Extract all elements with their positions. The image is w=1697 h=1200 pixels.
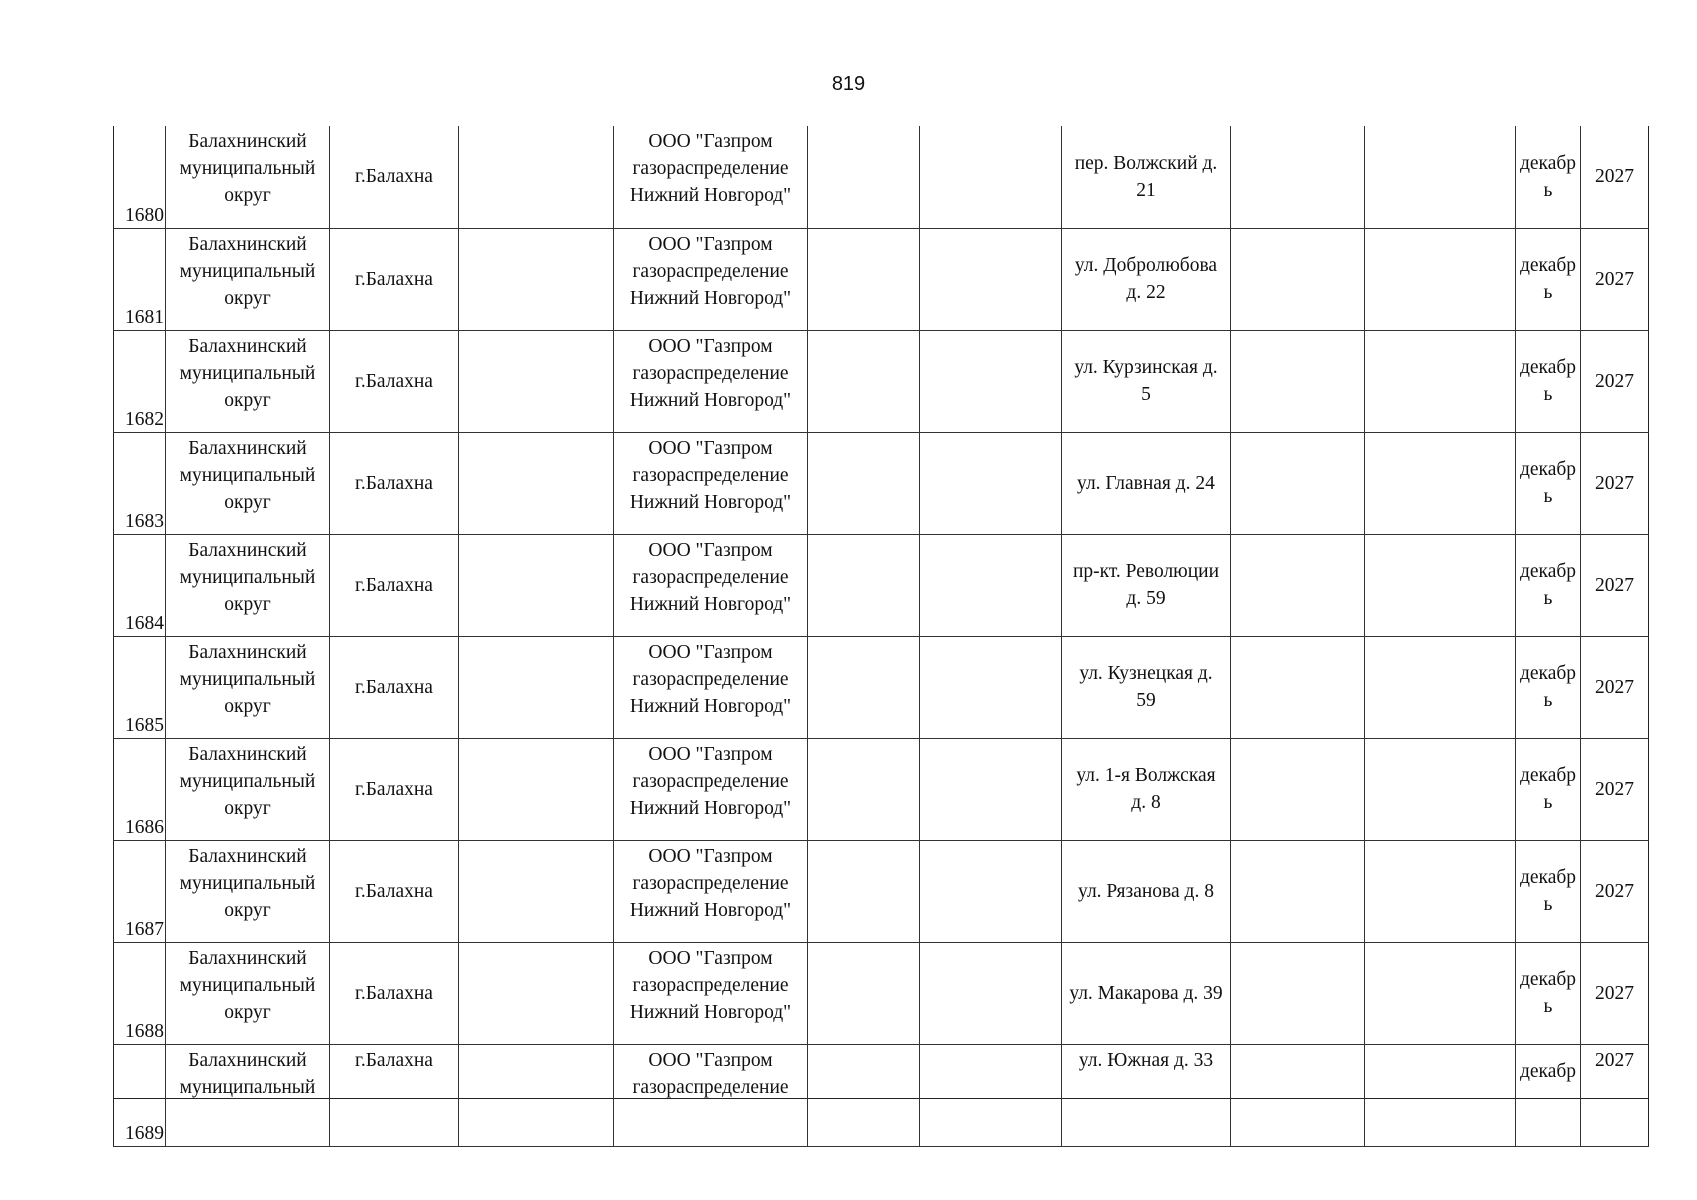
district-text: Балахнинский муниципальный округ — [179, 437, 316, 513]
city-text: г.Балахна — [355, 166, 433, 188]
month-cell — [1516, 126, 1581, 228]
address-text: ул. Главная д. 24 — [1077, 472, 1215, 494]
table-row — [114, 636, 1649, 738]
district-text: Балахнинский муниципальный округ — [179, 845, 316, 921]
year-text: 2027 — [1595, 982, 1634, 1004]
district-text: Балахнинский муниципальный округ — [179, 641, 316, 717]
year-cell — [1581, 1044, 1649, 1146]
city-text: г.Балахна — [355, 676, 433, 698]
address-cell — [1062, 228, 1231, 330]
address-cell — [1062, 432, 1231, 534]
month-cell — [1516, 942, 1581, 1044]
month-cell — [1516, 840, 1581, 942]
address-cell — [1062, 126, 1231, 228]
month-cell — [1516, 636, 1581, 738]
empty-cell — [1231, 840, 1365, 942]
city-cell — [330, 738, 459, 840]
empty-cell — [1231, 126, 1365, 228]
empty-cell — [920, 636, 1062, 738]
empty-cell — [459, 636, 614, 738]
row-number-text: 1681 — [125, 306, 164, 328]
empty-cell — [1365, 738, 1516, 840]
table-row — [114, 330, 1649, 432]
table-row — [114, 1044, 1649, 1146]
address-cell — [1062, 738, 1231, 840]
empty-cell — [459, 228, 614, 330]
empty-cell — [1231, 636, 1365, 738]
empty-cell — [459, 126, 614, 228]
month-cell — [1516, 330, 1581, 432]
year-cell — [1581, 840, 1649, 942]
city-cell — [330, 534, 459, 636]
row-number-cell — [114, 840, 166, 942]
address-text: ул. Южная д. 33 — [1078, 1049, 1214, 1071]
address-table-wrapper — [113, 126, 1648, 1144]
table-row — [114, 228, 1649, 330]
row-number-text: 1680 — [125, 204, 164, 226]
empty-cell — [1365, 126, 1516, 228]
row-number-cell — [114, 432, 166, 534]
city-cell — [330, 228, 459, 330]
table-row — [114, 942, 1649, 1044]
row-number-text: 1683 — [125, 510, 164, 532]
empty-cell — [920, 1044, 1062, 1146]
empty-cell — [459, 738, 614, 840]
address-text: ул. Рязанова д. 8 — [1078, 880, 1214, 902]
empty-cell — [920, 126, 1062, 228]
year-text: 2027 — [1595, 166, 1634, 188]
organization-text: ООО "Газпром газораспределение Нижний Новгород" — [629, 947, 792, 1023]
empty-cell — [808, 126, 920, 228]
district-cell — [166, 1044, 330, 1146]
organization-cell — [614, 330, 808, 432]
district-cell — [166, 330, 330, 432]
organization-text: ООО "Газпром газораспределение Нижний Новгород" — [629, 743, 792, 819]
organization-text: ООО "Газпром газораспределение Нижний Новгород" — [629, 437, 792, 513]
month-text: декабрь — [1519, 255, 1577, 303]
empty-cell — [1365, 1044, 1516, 1146]
page-number: 819 — [831, 73, 866, 95]
table-row — [114, 432, 1649, 534]
city-text: г.Балахна — [355, 880, 433, 902]
city-cell — [330, 126, 459, 228]
month-cell — [1516, 1044, 1581, 1146]
district-text: Балахнинский муниципальный округ — [179, 947, 316, 1023]
month-text: декабрь — [1519, 867, 1577, 915]
year-text: 2027 — [1595, 472, 1634, 494]
address-cell — [1062, 534, 1231, 636]
empty-cell — [1231, 942, 1365, 1044]
table-row — [114, 534, 1649, 636]
district-text: Балахнинский муниципальный округ — [179, 335, 316, 411]
month-text: декабрь — [1519, 357, 1577, 405]
empty-cell — [808, 1044, 920, 1146]
district-text: Балахнинский муниципальный округ — [179, 539, 316, 615]
address-text: ул. Кузнецкая д. 59 — [1079, 663, 1213, 711]
address-text: пер. Волжский д. 21 — [1074, 152, 1218, 201]
empty-cell — [920, 534, 1062, 636]
organization-text: ООО "Газпром газораспределение Нижний Новгород" — [629, 335, 792, 411]
empty-cell — [920, 738, 1062, 840]
organization-cell — [614, 432, 808, 534]
row-number-cell — [114, 126, 166, 228]
empty-cell — [1231, 228, 1365, 330]
year-cell — [1581, 636, 1649, 738]
empty-cell — [808, 228, 920, 330]
empty-cell — [808, 942, 920, 1044]
empty-cell — [1231, 330, 1365, 432]
address-text: пр-кт. Революции д. 59 — [1072, 561, 1220, 609]
row-number-text: 1684 — [125, 612, 164, 634]
year-text: 2027 — [1595, 574, 1634, 596]
organization-cell — [614, 636, 808, 738]
month-text: декабрь — [1519, 765, 1577, 813]
organization-cell — [614, 942, 808, 1044]
city-cell — [330, 432, 459, 534]
year-cell — [1581, 738, 1649, 840]
row-number-text: 1688 — [125, 1020, 164, 1042]
organization-cell — [614, 126, 808, 228]
row-number-cell — [114, 330, 166, 432]
organization-cell — [614, 228, 808, 330]
empty-cell — [808, 738, 920, 840]
organization-text: ООО "Газпром газораспределение — [632, 1049, 789, 1098]
address-cell — [1062, 1044, 1231, 1146]
year-cell — [1581, 534, 1649, 636]
district-cell — [166, 636, 330, 738]
city-text: г.Балахна — [355, 268, 433, 290]
address-cell — [1062, 330, 1231, 432]
empty-cell — [1231, 534, 1365, 636]
month-cell — [1516, 432, 1581, 534]
empty-cell — [808, 636, 920, 738]
year-text: 2027 — [1595, 880, 1634, 902]
empty-cell — [920, 330, 1062, 432]
year-text: 2027 — [1595, 1049, 1634, 1071]
organization-cell — [614, 738, 808, 840]
address-cell — [1062, 840, 1231, 942]
year-text: 2027 — [1595, 778, 1634, 800]
table-row — [114, 738, 1649, 840]
empty-cell — [1365, 840, 1516, 942]
district-cell — [166, 738, 330, 840]
month-cell — [1516, 738, 1581, 840]
month-text: декабрь — [1519, 663, 1577, 711]
district-text: Балахнинский муниципальный округ — [179, 743, 316, 819]
organization-text: ООО "Газпром газораспределение Нижний Новгород" — [629, 131, 792, 206]
month-text: декабрь — [1519, 561, 1577, 609]
empty-cell — [808, 330, 920, 432]
year-text: 2027 — [1595, 370, 1634, 392]
row-number-text: 1682 — [125, 408, 164, 430]
year-text: 2027 — [1595, 676, 1634, 698]
district-cell — [166, 228, 330, 330]
year-cell — [1581, 228, 1649, 330]
table-body — [114, 126, 1649, 1146]
district-cell — [166, 534, 330, 636]
address-text: ул. Курзинская д. 5 — [1074, 357, 1218, 405]
organization-cell — [614, 534, 808, 636]
empty-cell — [1231, 1044, 1365, 1146]
year-cell — [1581, 942, 1649, 1044]
row-number-cell — [114, 1044, 166, 1146]
row-number-cell — [114, 534, 166, 636]
empty-cell — [459, 840, 614, 942]
address-table — [113, 126, 1649, 1147]
empty-cell — [459, 942, 614, 1044]
city-text: г.Балахна — [355, 370, 433, 392]
district-text: Балахнинский муниципальный — [179, 1049, 316, 1098]
district-cell — [166, 432, 330, 534]
district-cell — [166, 126, 330, 228]
row-number-cell — [114, 942, 166, 1044]
month-text: декабр — [1519, 1060, 1577, 1082]
row-number-text: 1687 — [125, 918, 164, 940]
year-cell — [1581, 126, 1649, 228]
city-cell — [330, 330, 459, 432]
empty-cell — [1231, 432, 1365, 534]
organization-cell — [614, 1044, 808, 1146]
city-text: г.Балахна — [355, 472, 433, 494]
empty-cell — [459, 432, 614, 534]
row-number-text: 1686 — [125, 816, 164, 838]
empty-cell — [808, 840, 920, 942]
organization-text: ООО "Газпром газораспределение Нижний Новгород" — [629, 539, 792, 615]
row-number-cell — [114, 636, 166, 738]
empty-cell — [459, 330, 614, 432]
city-text: г.Балахна — [355, 1049, 433, 1071]
organization-cell — [614, 840, 808, 942]
address-text: ул. Макарова д. 39 — [1069, 982, 1223, 1004]
district-text: Балахнинский муниципальный округ — [179, 233, 316, 309]
empty-cell — [1365, 942, 1516, 1044]
address-text: ул. 1-я Волжская д. 8 — [1076, 765, 1216, 813]
organization-text: ООО "Газпром газораспределение Нижний Новгород" — [629, 641, 792, 717]
year-cell — [1581, 432, 1649, 534]
organization-text: ООО "Газпром газораспределение Нижний Новгород" — [629, 233, 792, 309]
organization-text: ООО "Газпром газораспределение Нижний Новгород" — [629, 845, 792, 921]
empty-cell — [808, 432, 920, 534]
month-cell — [1516, 534, 1581, 636]
table-row — [114, 840, 1649, 942]
empty-cell — [1231, 738, 1365, 840]
city-cell — [330, 840, 459, 942]
empty-cell — [920, 942, 1062, 1044]
empty-cell — [920, 432, 1062, 534]
address-cell — [1062, 942, 1231, 1044]
city-text: г.Балахна — [355, 982, 433, 1004]
year-cell — [1581, 330, 1649, 432]
month-text: декабрь — [1519, 459, 1577, 507]
row-number-cell — [114, 228, 166, 330]
empty-cell — [459, 1044, 614, 1146]
row-number-text: 1685 — [125, 714, 164, 736]
row-number-text: 1689 — [125, 1122, 164, 1144]
empty-cell — [1365, 636, 1516, 738]
empty-cell — [920, 228, 1062, 330]
city-text: г.Балахна — [355, 574, 433, 596]
empty-cell — [808, 534, 920, 636]
city-cell — [330, 1044, 459, 1146]
empty-cell — [1365, 330, 1516, 432]
month-text: декабрь — [1519, 152, 1577, 201]
empty-cell — [1365, 534, 1516, 636]
city-text: г.Балахна — [355, 778, 433, 800]
year-text: 2027 — [1595, 268, 1634, 290]
empty-cell — [1365, 228, 1516, 330]
empty-cell — [920, 840, 1062, 942]
empty-cell — [1365, 432, 1516, 534]
address-text: ул. Добролюбова д. 22 — [1074, 255, 1218, 303]
month-cell — [1516, 228, 1581, 330]
address-cell — [1062, 636, 1231, 738]
city-cell — [330, 942, 459, 1044]
empty-cell — [459, 534, 614, 636]
district-cell — [166, 840, 330, 942]
table-row — [114, 126, 1649, 228]
district-cell — [166, 942, 330, 1044]
city-cell — [330, 636, 459, 738]
row-number-cell — [114, 738, 166, 840]
district-text: Балахнинский муниципальный округ — [179, 131, 316, 206]
month-text: декабрь — [1519, 969, 1577, 1017]
